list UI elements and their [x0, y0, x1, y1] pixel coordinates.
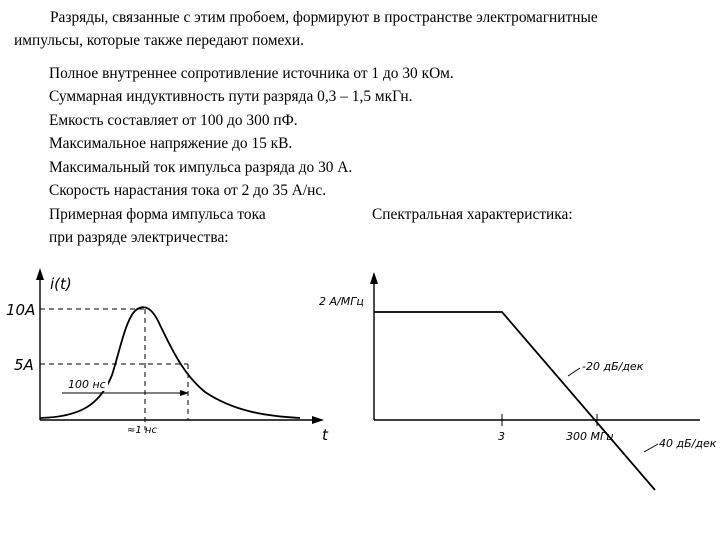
pulse-rise-label: ≈1 нс [127, 425, 157, 436]
item-resistance: Полное внутреннее сопротивление источника от 1 до 30 кОм. [49, 65, 454, 82]
right-caption: Спектральная характеристика: [372, 206, 573, 223]
intro-line-1: Разряды, связанные с этим пробоем, формируют в пространстве электромагнитные [50, 9, 598, 26]
spectrum-slope2-label: 40 дБ/дек [659, 437, 717, 450]
spectrum-level-label: 2 А/МГц [319, 295, 364, 308]
pulse-width-label: 100 нс [68, 378, 106, 391]
spectrum-figure [319, 272, 717, 490]
spectrum-tick-300mhz: 300 МГц [566, 430, 614, 443]
spectrum-curve [374, 312, 655, 490]
spectrum-slope2-leader [644, 444, 658, 452]
pulse-figure [6, 268, 329, 444]
pulse-tick-10a: 10А [6, 301, 36, 319]
pulse-x-axis-label: t [322, 426, 328, 444]
spectrum-slope1-label: -20 дБ/дек [582, 360, 644, 373]
spectrum-y-axis-arrow [370, 272, 378, 284]
pulse-y-axis-label: i(t) [50, 275, 72, 293]
spectrum-tick-3: 3 [498, 430, 505, 443]
left-caption-1: Примерная форма импульса тока [49, 206, 266, 223]
item-capacitance: Емкость составляет от 100 до 300 пФ. [49, 112, 298, 129]
item-rise-rate: Скорость нарастания тока от 2 до 35 А/нс. [49, 182, 327, 199]
pulse-tick-5a: 5А [14, 356, 34, 374]
intro-line-2: импульсы, которые также передают помехи. [14, 32, 304, 50]
pulse-curve [40, 307, 300, 418]
left-caption-2: при разряде электричества: [49, 229, 229, 246]
pulse-y-axis-arrow [36, 268, 44, 280]
item-current: Максимальный ток импульса разряда до 30 А. [49, 159, 353, 176]
item-inductance: Суммарная индуктивность пути разряда 0,3 – 1,5 мкГн. [49, 88, 413, 105]
item-voltage: Максимальное напряжение до 15 кВ. [49, 135, 293, 152]
spectrum-slope1-leader [568, 368, 580, 376]
pulse-x-axis-arrow [312, 416, 324, 424]
